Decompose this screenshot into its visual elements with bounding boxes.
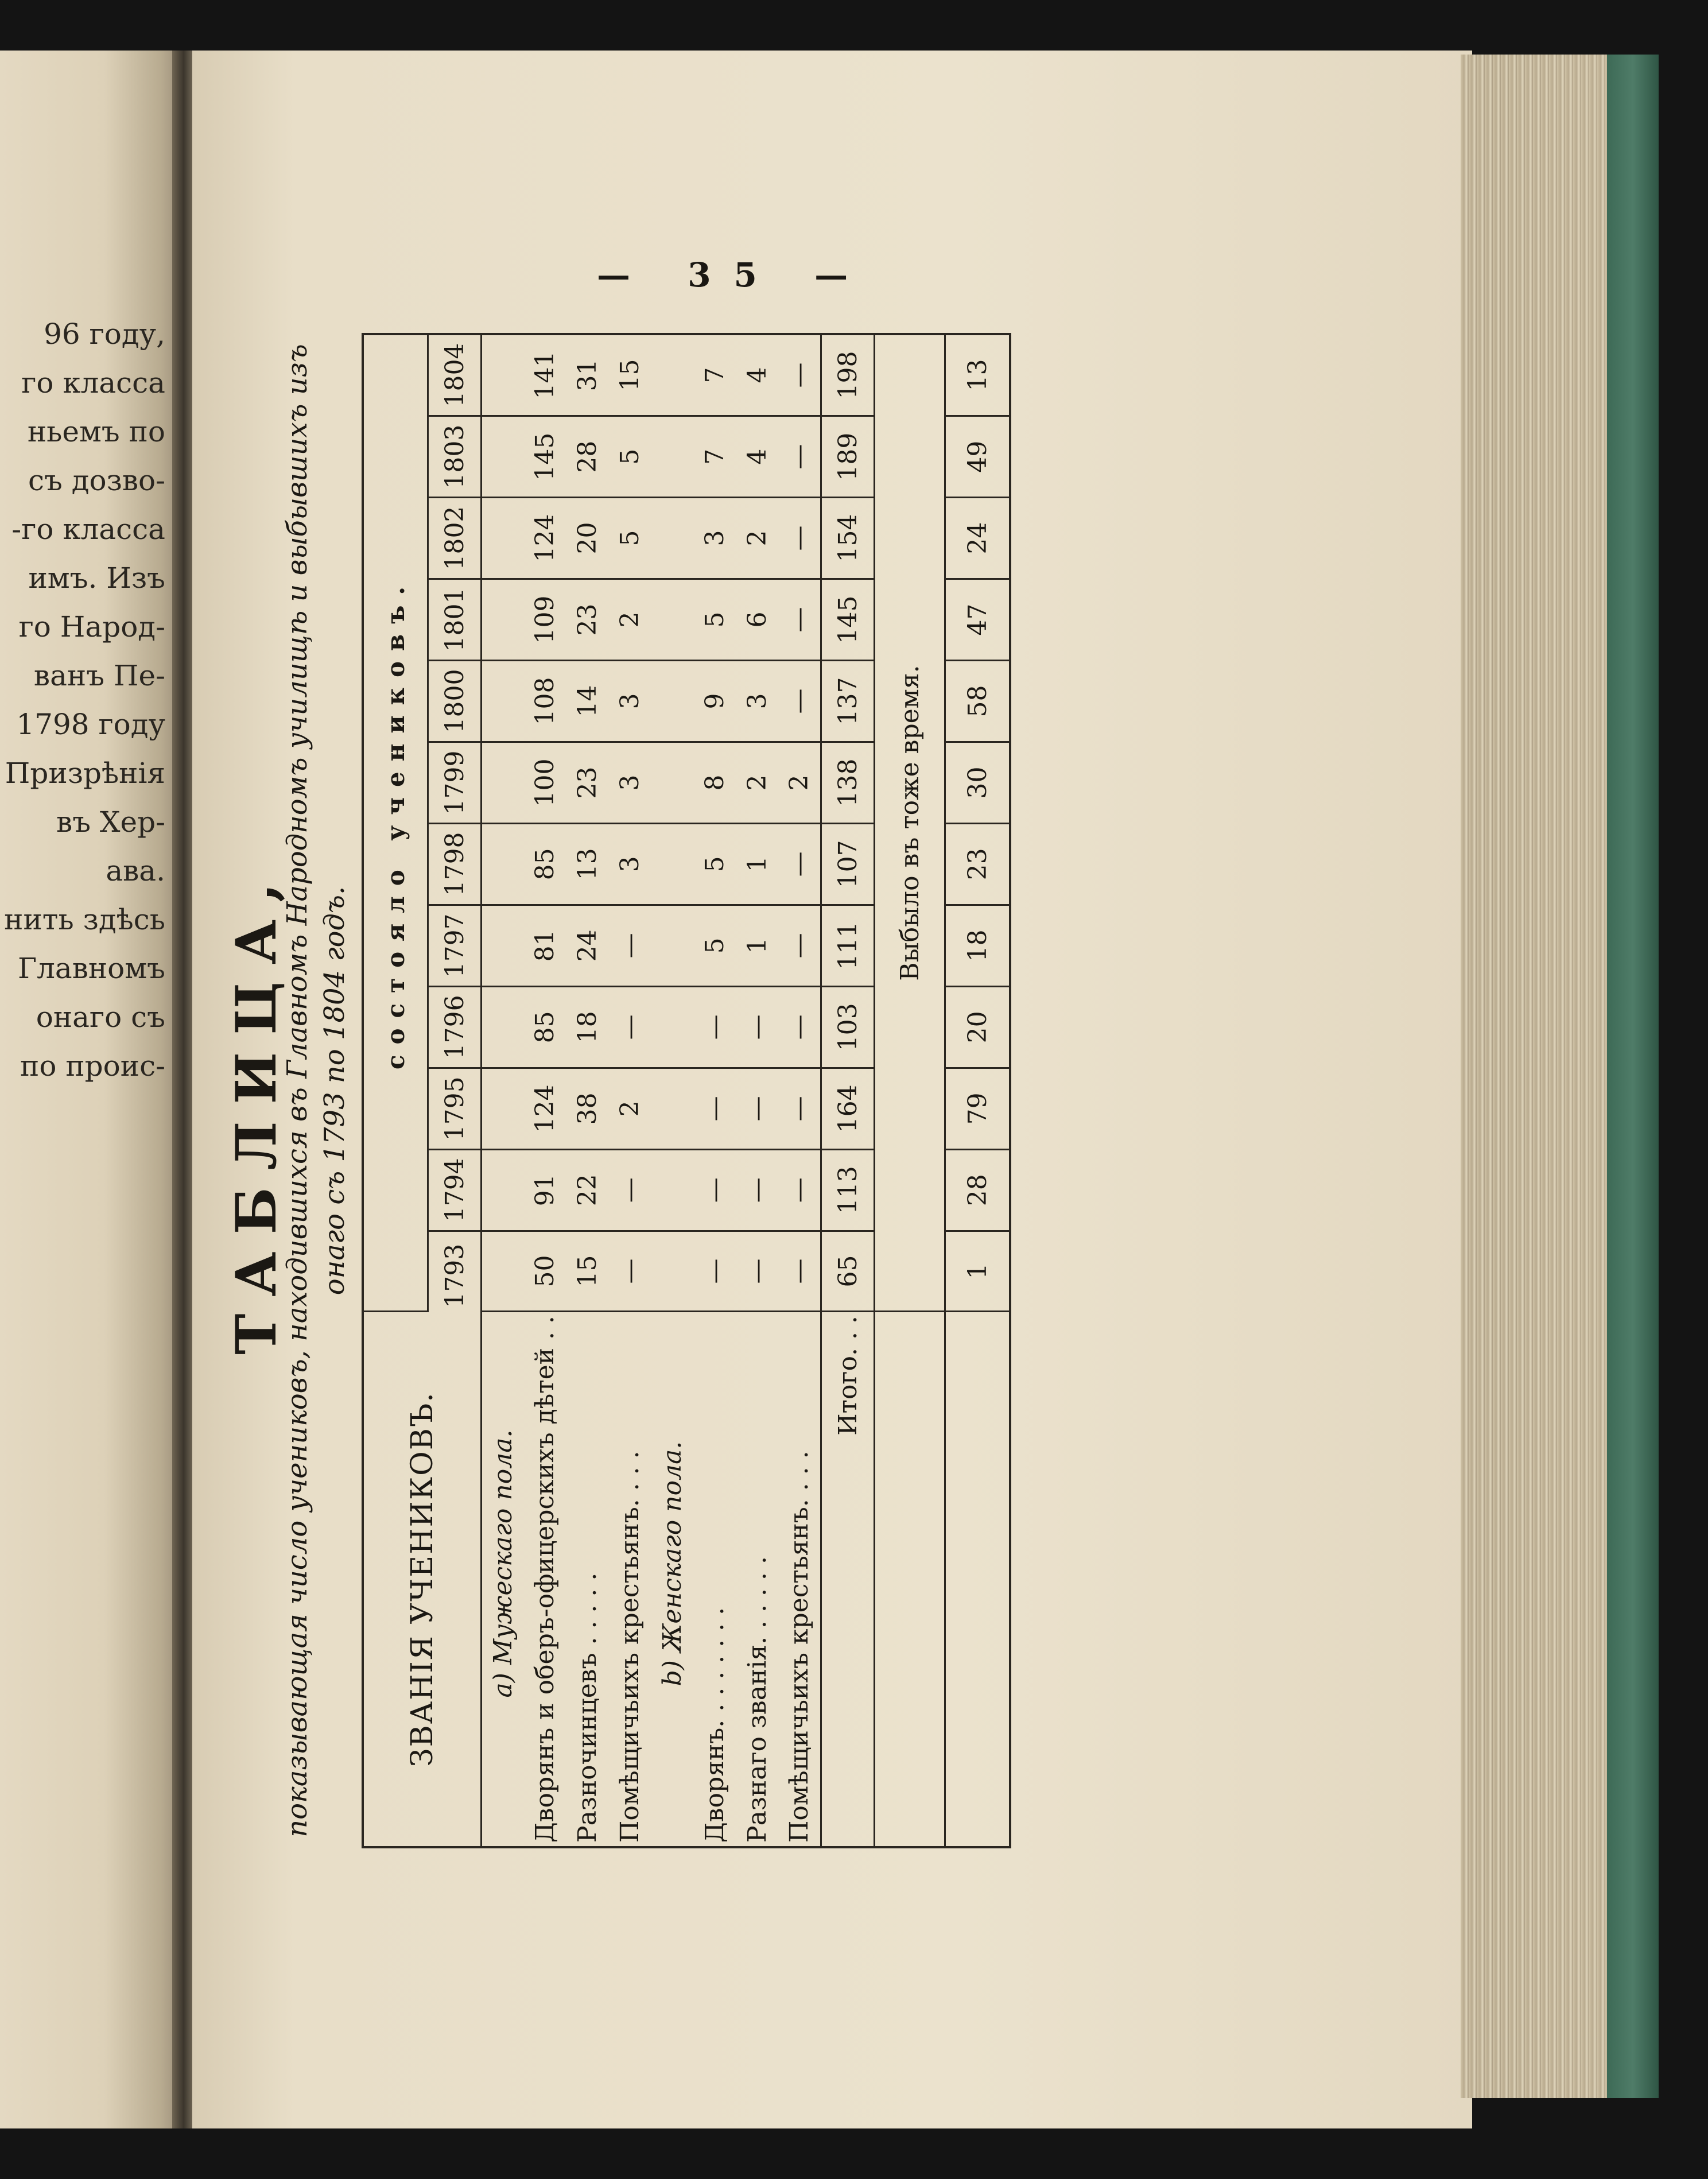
left-page-line: съ дозво- <box>28 464 165 497</box>
row-label: Дворянъ. . . . . . . . <box>700 1607 729 1843</box>
dropped-cell: 23 <box>945 823 1011 905</box>
year-header: 1798 <box>428 823 482 905</box>
table-cell: — <box>779 661 821 742</box>
table-cell: 3 <box>694 498 736 579</box>
table-cell: 3 <box>609 742 651 823</box>
table-row <box>566 334 609 1847</box>
table-cell: 22 <box>566 1149 609 1231</box>
year-header: 1800 <box>428 661 482 742</box>
left-page-line: ванъ Пе- <box>33 659 165 692</box>
left-page-line: Главномъ <box>18 952 165 985</box>
year-header: 1803 <box>428 416 482 498</box>
table-cell: 3 <box>609 661 651 742</box>
table-row <box>609 334 651 1847</box>
table-cell: 23 <box>566 579 609 661</box>
table-cell: 124 <box>524 498 566 579</box>
table-row <box>779 334 821 1847</box>
table-cell: — <box>609 986 651 1068</box>
total-row <box>821 334 875 1847</box>
total-cell: 111 <box>821 905 875 986</box>
table-cell: 31 <box>566 334 609 416</box>
left-page-line: ава. <box>106 854 165 887</box>
table-cell: 24 <box>566 905 609 986</box>
male-rows <box>524 334 651 1847</box>
section-male-label: a) Мужескаго пола. <box>488 1429 518 1698</box>
dropped-cell: 47 <box>945 579 1011 661</box>
row-label: Дворянъ и оберъ-офицерскихъ дѣтей . . <box>530 1316 560 1843</box>
left-page-line: го класса <box>21 366 165 400</box>
left-page-line: го Народ- <box>18 610 165 643</box>
table-cell: — <box>779 1149 821 1231</box>
left-page-fragment <box>0 51 189 2128</box>
total-cell: 107 <box>821 823 875 905</box>
table-cell: 5 <box>694 823 736 905</box>
total-cell: 145 <box>821 579 875 661</box>
table-cell: 3 <box>609 823 651 905</box>
table-cell: — <box>694 1149 736 1231</box>
total-cell: 189 <box>821 416 875 498</box>
dropped-cell: 13 <box>945 334 1011 416</box>
total-cell: 198 <box>821 334 875 416</box>
left-page-line: ньемъ по <box>27 415 165 448</box>
table-cell: 38 <box>566 1068 609 1149</box>
ranks-column-header: ЗВАНІЯ УЧЕНИКОВЪ. <box>363 1312 482 1847</box>
table-cell: 109 <box>524 579 566 661</box>
table-cell: 5 <box>694 905 736 986</box>
table-header-row <box>363 334 428 1847</box>
dropped-cell: 30 <box>945 742 1011 823</box>
dropped-cell: 79 <box>945 1068 1011 1149</box>
table-cell: 5 <box>694 579 736 661</box>
year-header: 1801 <box>428 579 482 661</box>
table-row <box>694 334 736 1847</box>
table-cell: — <box>609 905 651 986</box>
table-cell: 4 <box>736 416 779 498</box>
table-cell: 5 <box>609 498 651 579</box>
table-cell: — <box>779 579 821 661</box>
table-cell: 145 <box>524 416 566 498</box>
table-cell: 2 <box>779 742 821 823</box>
total-cell: 164 <box>821 1068 875 1149</box>
dropped-cell: 18 <box>945 905 1011 986</box>
table-cell: 81 <box>524 905 566 986</box>
table-cell: 28 <box>566 416 609 498</box>
section-female-label: b) Женскаго пола. <box>658 1441 687 1686</box>
left-page-line: въ Хер- <box>56 805 165 839</box>
table-cell: 124 <box>524 1068 566 1149</box>
table-cell: — <box>779 823 821 905</box>
book-gutter <box>172 51 195 2128</box>
dropped-note-row <box>875 334 945 1847</box>
year-header: 1796 <box>428 986 482 1068</box>
row-label: Помѣщичьихъ крестьянъ. . . . <box>615 1451 645 1843</box>
table-cell: 1 <box>736 823 779 905</box>
dropped-cell: 20 <box>945 986 1011 1068</box>
year-header: 1802 <box>428 498 482 579</box>
table-cell: — <box>779 416 821 498</box>
dropped-note: Выбыло въ тоже время. <box>875 334 945 1312</box>
table-cell: 85 <box>524 823 566 905</box>
section-row <box>651 334 694 1847</box>
table-cell: — <box>609 1231 651 1311</box>
row-label: Разночинцевъ . . . . . <box>573 1572 602 1843</box>
total-cell: 154 <box>821 498 875 579</box>
dropped-cell: 1 <box>945 1231 1011 1311</box>
left-page-line: по проис- <box>20 1049 165 1083</box>
year-header: 1794 <box>428 1149 482 1231</box>
table-cell: 108 <box>524 661 566 742</box>
table-title: ТАБЛИЦА, <box>224 866 289 1355</box>
table-cell: 7 <box>694 416 736 498</box>
total-cell: 138 <box>821 742 875 823</box>
students-table <box>362 333 1011 1848</box>
dropped-row <box>945 334 1011 1847</box>
total-cell: 103 <box>821 986 875 1068</box>
table-subtitle: показывающая число учениковъ, находившихся въ Главномъ Народномъ училищѣ и выбывшихъ изъ <box>281 344 313 1837</box>
table-cell: — <box>779 986 821 1068</box>
table-cell: 6 <box>736 579 779 661</box>
table-cell: — <box>694 1231 736 1311</box>
table-cell: — <box>779 1231 821 1311</box>
state-header: состояло учениковъ. <box>363 334 428 1312</box>
table-cell: 23 <box>566 742 609 823</box>
left-page-line: Призрѣнія <box>5 757 165 790</box>
table-cell: 20 <box>566 498 609 579</box>
table-cell: 141 <box>524 334 566 416</box>
table-cell: 9 <box>694 661 736 742</box>
table-cell: 3 <box>736 661 779 742</box>
page-number: — 35 — <box>597 255 871 294</box>
table-cell: 7 <box>694 334 736 416</box>
dropped-cell: 49 <box>945 416 1011 498</box>
table-cell: 18 <box>566 986 609 1068</box>
table-cell: 5 <box>609 416 651 498</box>
total-label: Итого. . . <box>821 1312 875 1847</box>
table-cell: 1 <box>736 905 779 986</box>
year-header: 1795 <box>428 1068 482 1149</box>
table-cell: — <box>779 498 821 579</box>
total-cell: 137 <box>821 661 875 742</box>
table-cell: — <box>779 1068 821 1149</box>
left-page-line: 1798 году <box>16 708 165 741</box>
table-cell: 2 <box>736 498 779 579</box>
table-cell: 15 <box>566 1231 609 1311</box>
page-edges <box>1461 55 1621 2098</box>
table-cell: — <box>736 986 779 1068</box>
table-cell: 2 <box>609 579 651 661</box>
table-cell: 2 <box>609 1068 651 1149</box>
year-header: 1797 <box>428 905 482 986</box>
table-cell: 2 <box>736 742 779 823</box>
table-subtitle-years: онаго съ 1793 по 1804 годъ. <box>319 886 351 1296</box>
table-cell: — <box>779 334 821 416</box>
dropped-cell: 58 <box>945 661 1011 742</box>
table-cell: — <box>736 1149 779 1231</box>
table-cell: — <box>694 986 736 1068</box>
book-cover-edge <box>1607 55 1659 2098</box>
table-cell: 50 <box>524 1231 566 1311</box>
table-cell: 100 <box>524 742 566 823</box>
year-header: 1804 <box>428 334 482 416</box>
rotated-table-block <box>224 333 1125 1848</box>
table-cell: 15 <box>609 334 651 416</box>
table-cell: 4 <box>736 334 779 416</box>
left-page-line: 96 году, <box>44 317 165 351</box>
row-label: Разнаго званія. . . . . . <box>743 1556 772 1843</box>
left-page-line: имъ. Изъ <box>28 561 165 595</box>
total-cell: 113 <box>821 1149 875 1231</box>
table-cell: 91 <box>524 1149 566 1231</box>
left-page-line: онаго съ <box>36 1001 165 1034</box>
table-cell: 85 <box>524 986 566 1068</box>
table-cell: 13 <box>566 823 609 905</box>
table-cell: — <box>779 905 821 986</box>
table-cell: 14 <box>566 661 609 742</box>
left-page-line: -го класса <box>11 513 165 546</box>
table-cell: 8 <box>694 742 736 823</box>
year-header: 1793 <box>428 1231 482 1311</box>
female-rows <box>694 334 821 1847</box>
left-page-line: нить здѣсь <box>4 903 165 936</box>
table-cell: — <box>736 1068 779 1149</box>
year-header: 1799 <box>428 742 482 823</box>
row-label: Помѣщичьихъ крестьянъ. . . . <box>785 1451 814 1843</box>
dropped-cell: 24 <box>945 498 1011 579</box>
table-cell: — <box>694 1068 736 1149</box>
total-cell: 65 <box>821 1231 875 1311</box>
table-cell: — <box>609 1149 651 1231</box>
table-cell: — <box>736 1231 779 1311</box>
section-row <box>482 334 524 1847</box>
dropped-cell: 28 <box>945 1149 1011 1231</box>
table-row <box>736 334 779 1847</box>
table-row <box>524 334 566 1847</box>
